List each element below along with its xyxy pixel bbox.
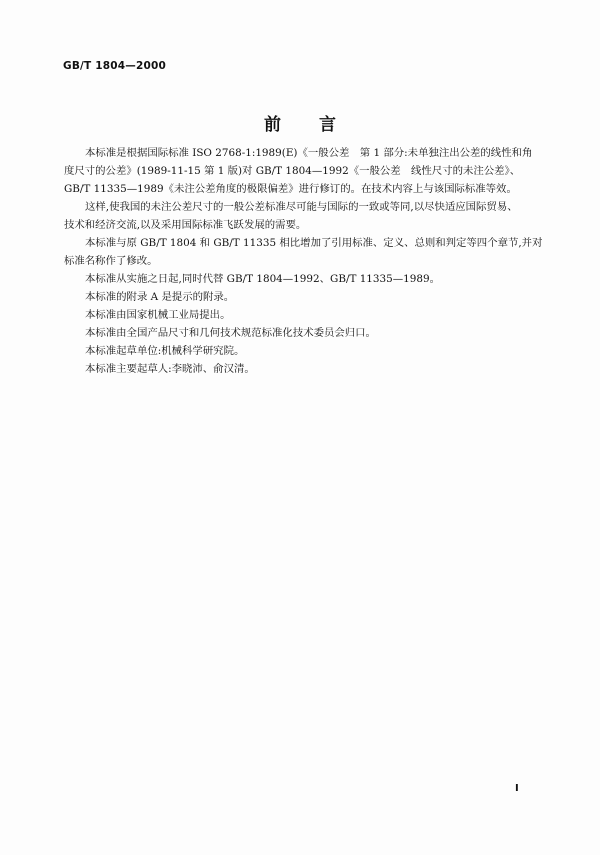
paragraph-line: 本标准与原 GB/T 1804 和 GB/T 11335 相比增加了引用标准、定义、总则和判定等四个章节,并对 xyxy=(85,237,543,249)
paragraph-line: 这样,使我国的未注公差尺寸的一般公差标准尽可能与国际的一致或等同,以尽快适应国际贸易、 xyxy=(85,201,518,213)
paragraph-8 xyxy=(64,342,536,360)
paragraph-line: 本标准起草单位:机械科学研究院。 xyxy=(85,345,245,357)
paragraph-3 xyxy=(64,234,543,270)
paragraph-5 xyxy=(64,288,536,306)
paragraph-line: 本标准的附录 A 是提示的附录。 xyxy=(85,291,235,303)
paragraph-line: 本标准主要起草人:李晓沛、俞汉清。 xyxy=(85,363,255,375)
paragraph-line: GB/T 11335—1989《未注公差角度的极限偏差》进行修订的。在技术内容上与该国际标准等效。 xyxy=(64,183,517,195)
paragraph-line: 本标准由全国产品尺寸和几何技术规范标准化技术委员会归口。 xyxy=(85,327,376,339)
foreword-body xyxy=(64,144,543,378)
paragraph-4 xyxy=(64,270,536,288)
paragraph-line: 本标准由国家机械工业局提出。 xyxy=(85,309,231,321)
paragraph-6 xyxy=(64,306,536,324)
paragraph-line: 本标准是根据国际标准 ISO 2768-1:1989(E)《一般公差 第 1 部分:未单独注出公差的线性和角 xyxy=(85,147,533,159)
paragraph-1 xyxy=(64,144,536,198)
paragraph-line: 标准名称作了修改。 xyxy=(64,255,158,267)
section-title-char-2: 言 xyxy=(319,115,336,135)
paragraph-7 xyxy=(64,324,536,342)
paragraph-line: 度尺寸的公差》(1989-11-15 第 1 版)对 GB/T 1804—1992《一般公差 线性尺寸的未注公差》、 xyxy=(64,165,521,177)
section-title-char-1: 前 xyxy=(264,115,281,135)
paragraph-9 xyxy=(64,360,536,378)
section-title xyxy=(0,110,600,135)
paragraph-line: 本标准从实施之日起,同时代替 GB/T 1804—1992、GB/T 11335—1989。 xyxy=(85,273,440,285)
paragraph-line: 技术和经济交流,以及采用国际标准飞跃发展的需要。 xyxy=(64,219,307,231)
page-number: I xyxy=(515,783,519,794)
standard-number: GB/T 1804—2000 xyxy=(63,60,167,72)
paragraph-2 xyxy=(64,198,536,234)
